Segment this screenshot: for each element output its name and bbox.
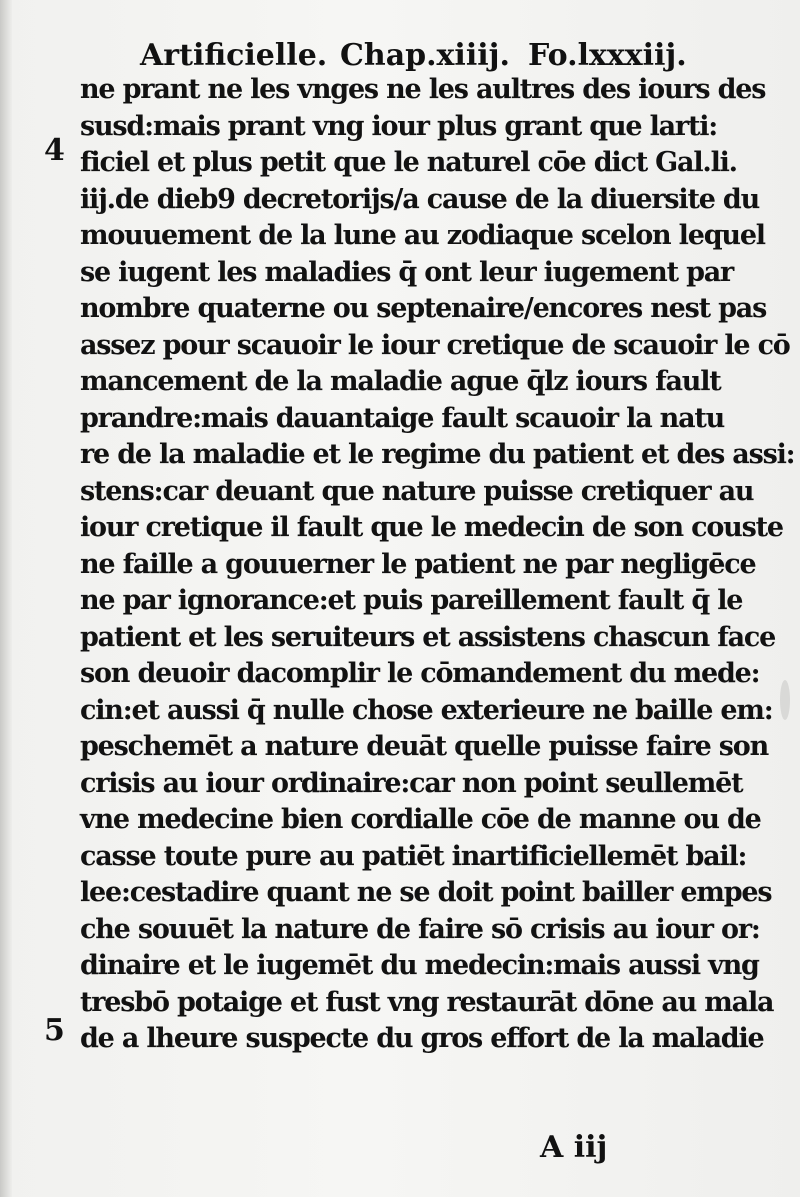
signature-mark: A iij [540,1130,608,1165]
text-line: cin:et aussi q̄ nulle chose exterieure ne baille em: [80,694,773,726]
text-line: stens:car deuant que nature puisse cretiquer au [80,475,754,507]
margin-number-5: 5 [44,1013,65,1048]
text-line: peschemēt a nature deuāt quelle puisse faire son [80,731,769,762]
text-line: mancement de la maladie ague q̄lz iours fault [80,366,721,397]
page-gutter-shadow [0,0,12,1197]
paper-smudge [780,680,790,720]
header-chapter: Chap.xiiij. [340,38,510,73]
text-line: re de la maladie et le regime du patient et des assi: [80,439,795,470]
text-line: se iugent les maladies q̄ ont leur iugement par [80,256,734,288]
body-text [80,72,795,1058]
text-line: ne faille a gouuerner le patient ne par negligēce [80,548,756,580]
text-line: patient et les seruiteurs et assistens chascun face [80,621,776,653]
header-title: Artificielle. [140,38,328,73]
text-line: lee:cestadire quant ne se doit point bailler empes [80,877,772,908]
text-line: dinaire et le iugemēt du medecin:mais aussi vng [80,950,759,981]
text-line: ne par ignorance:et puis pareillement fault q̄ le [80,585,743,616]
text-line: iour cretique il fault que le medecin de son couste [80,512,783,543]
text-line: susd:mais prant vng iour plus grant que larti: [80,110,718,142]
text-line: crisis au iour ordinaire:car non point seullemēt [80,767,743,799]
text-line: ne prant ne les vnges ne les aultres des iours des [80,74,766,105]
text-line: nombre quaterne ou septenaire/encores nest pas [80,293,767,324]
text-line: casse toute pure au patiēt inartificiellemēt bail: [80,840,747,872]
text-line: son deuoir dacomplir le cōmandement du mede: [80,658,760,689]
text-line: vne medecine bien cordialle cōe de manne ou de [80,804,761,835]
text-line: prandre:mais dauantaige fault scauoir la natu [80,402,725,434]
text-line: tresbō potaige et fust vng restaurāt dōne au mala [80,986,774,1018]
header-folio: Fo.lxxxiij. [528,38,687,73]
text-line: de a lheure suspecte du gros effort de la maladie [80,1023,764,1054]
text-line: iij.de dieb9 decretorijs/a cause de la diuersite du [80,183,760,215]
margin-number-4: 4 [44,133,65,168]
text-line: ficiel et plus petit que le naturel cōe dict Gal.li. [80,147,737,178]
text-line: mouuement de la lune au zodiaque scelon lequel [80,220,765,251]
text-line: assez pour scauoir le iour cretique de scauoir le cō [80,329,790,361]
text-line: che souuēt la nature de faire sō crisis au iour or: [80,913,760,945]
